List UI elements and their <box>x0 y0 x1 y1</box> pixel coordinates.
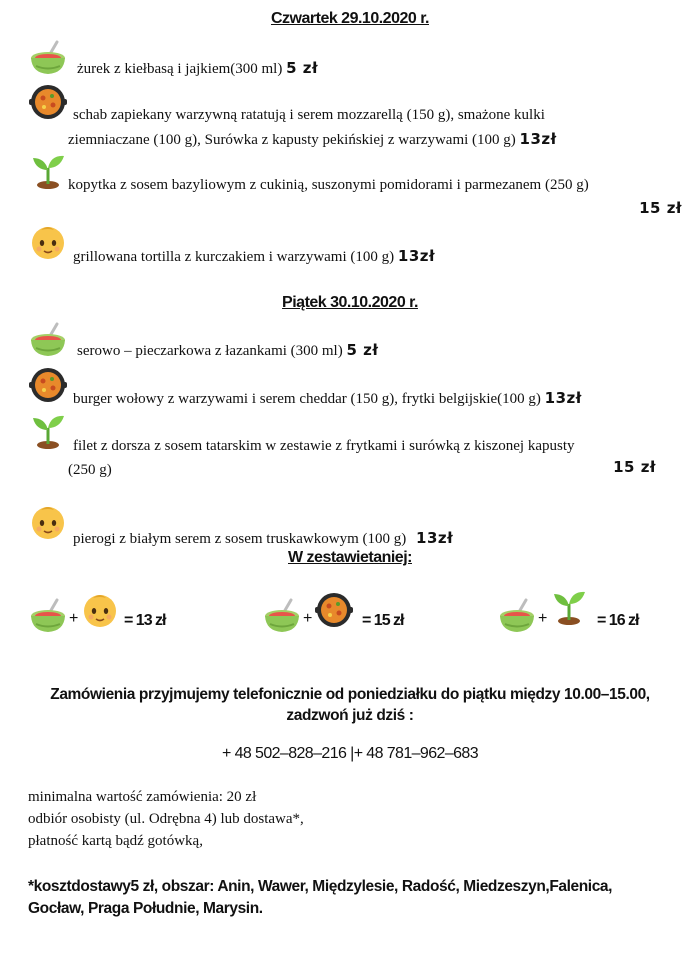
paella-pan-icon <box>314 590 354 630</box>
menu-item <box>73 103 545 127</box>
item-description: żurek z kiełbasą i jajkiem(300 ml) <box>77 61 283 77</box>
combo-price: = 16 zł <box>597 612 639 629</box>
orders-info-line1: Zamówienia przyjmujemy telefonicznie od poniedziałku do piątku między 10.00–15.00, <box>50 686 650 703</box>
soup-bowl-icon <box>28 320 68 360</box>
item-description: filet z dorsza z sosem tatarskim w zestawie z frytkami i surówką z kiszonej kapusty <box>73 438 575 454</box>
combo-title: W zestawietaniej: <box>288 549 412 566</box>
item-description: schab zapiekany warzywną ratatują i serem mozzarellą (150 g), smażone kulki <box>73 107 545 123</box>
pickup-text: odbiór osobisty (ul. Odrębna 4) lub dostawa*, <box>28 811 304 827</box>
combo-set <box>497 584 697 634</box>
menu-item-continued <box>68 127 557 152</box>
item-price: 5 zł <box>286 59 319 77</box>
item-description: ziemniaczane (100 g), Surówka z kapusty pekińskiej z warzywami (100 g) <box>68 132 516 148</box>
menu-item <box>73 386 582 411</box>
item-description: pierogi z białym serem z sosem truskawkowym (100 g) <box>73 531 407 547</box>
item-price: 5 zł <box>346 341 379 359</box>
soup-bowl-icon <box>262 596 302 636</box>
seedling-icon <box>28 150 68 190</box>
item-description: burger wołowy z warzywami i serem cheddar (150 g), frytki belgijskie(100 g) <box>73 391 541 407</box>
menu-item <box>73 434 575 458</box>
soup-bowl-icon <box>28 38 68 78</box>
item-price: 13zł <box>416 529 454 547</box>
seedling-icon <box>28 410 68 450</box>
item-description: grillowana tortilla z kurczakiem i warzywami (100 g) <box>73 249 395 265</box>
phone-numbers: + 48 502–828–216 |+ 48 781–962–683 <box>221 745 479 762</box>
min-order-text: minimalna wartość zamówienia: 20 zł <box>28 789 257 805</box>
item-price: 15 zł <box>613 458 656 476</box>
plus-sign: + <box>69 610 79 627</box>
item-description: kopytka z sosem bazyliowym z cukinią, suszonymi pomidorami i parmezanem (250 g) <box>68 177 589 193</box>
payment-text: płatność kartą bądź gotówką, <box>28 833 203 849</box>
menu-item-continued <box>68 458 112 482</box>
combo-price: = 13 zł <box>124 612 166 629</box>
item-description: serowo – pieczarkowa z łazankami (300 ml) <box>77 343 343 359</box>
baby-face-icon <box>80 590 120 630</box>
menu-item <box>77 56 318 81</box>
delivery-info-line1: *kosztdostawy5 zł, obszar: Anin, Wawer, Międzylesie, Radość, Miedzeszyn,Falenica, <box>28 878 613 895</box>
seedling-icon <box>549 584 589 628</box>
delivery-info-line2: Gocław, Praga Południe, Marysin. <box>28 900 263 917</box>
paella-pan-icon <box>28 82 68 122</box>
item-price: 15 zł <box>639 199 682 217</box>
item-price: 13zł <box>519 130 557 148</box>
menu-item <box>73 244 435 269</box>
plus-sign: + <box>538 610 548 627</box>
combo-set <box>262 590 462 634</box>
menu-item <box>68 173 589 197</box>
item-description: (250 g) <box>68 462 112 478</box>
baby-face-icon <box>28 502 68 542</box>
orders-info-line2: zadzwoń już dziś : <box>286 707 414 724</box>
item-price: 13zł <box>544 389 582 407</box>
combo-set <box>28 590 228 634</box>
soup-bowl-icon <box>497 596 537 636</box>
day1-title: Czwartek 29.10.2020 r. <box>270 10 429 27</box>
baby-face-icon <box>28 222 68 262</box>
item-price: 13zł <box>397 247 436 265</box>
combo-price: = 15 zł <box>362 612 404 629</box>
paella-pan-icon <box>28 365 68 405</box>
plus-sign: + <box>303 610 313 627</box>
day2-title: Piątek 30.10.2020 r. <box>282 294 418 311</box>
soup-bowl-icon <box>28 596 68 636</box>
menu-item <box>73 526 453 551</box>
menu-item <box>77 338 378 363</box>
